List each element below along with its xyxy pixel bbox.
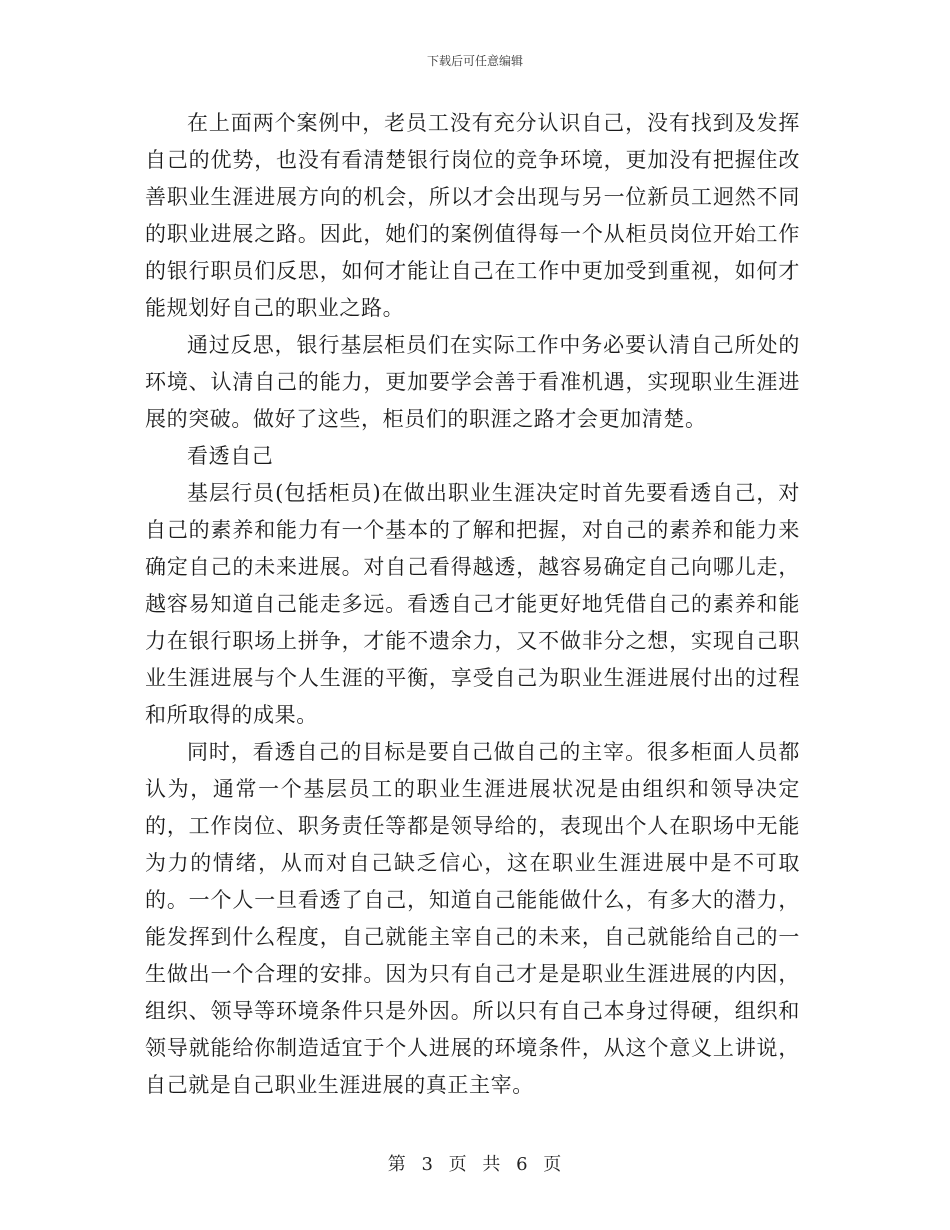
section-heading: 看透自己: [187, 444, 274, 468]
document-body: [145, 105, 800, 1104]
paragraph-know-yourself: 基层行员(包括柜员)在做出职业生涯决定时首先要看透自己，对自己的素养和能力有一个基本的了解和把握，对自己的素养和能力来确定自己的未来进展。对自己看得越透，越容易确定自己向哪儿走，越容易知道自己能走多远。看透自己才能更好地凭借自己的素养和能力在银行职场上拼争，才能不遗余力，又不做非分之想，实现自己职业生涯进展与个人生涯的平衡，享受自己为职业生涯进展付出的过程和所取得的成果。: [145, 481, 800, 727]
footer-prefix: 第: [387, 1154, 407, 1175]
footer-page-word: 页: [448, 1154, 468, 1175]
page-footer: [0, 1150, 950, 1176]
page-header: 下载后可任意编辑: [426, 54, 523, 68]
footer-suffix: 页: [543, 1154, 563, 1175]
paragraph-reflection-summary: 通过反思，银行基层柜员们在实际工作中务必要认清自己所处的环境、认清自己的能力，更加要学会善于看准机遇，实现职业生涯进展的突破。做好了这些，柜员们的职涯之路才会更加清楚。: [145, 333, 800, 431]
footer-total-word: 共: [482, 1154, 502, 1175]
footer-total-pages: 6: [516, 1154, 529, 1175]
footer-current-page: 3: [421, 1154, 434, 1175]
paragraph-case-reflection: 在上面两个案例中，老员工没有充分认识自己，没有找到及发挥自己的优势，也没有看清楚银行岗位的竞争环境，更加没有把握住改善职业生涯进展方向的机会，所以才会出现与另一位新员工迥然不同的职业进展之路。因此，她们的案例值得每一个从柜员岗位开始工作的银行职员们反思，如何才能让自己在工作中更加受到重视，如何才能规划好自己的职业之路。: [145, 111, 800, 320]
paragraph-be-your-own-master: 同时，看透自己的目标是要自己做自己的主宰。很多柜面人员都认为，通常一个基层员工的职业生涯进展状况是由组织和领导决定的，工作岗位、职务责任等都是领导给的，表现出个人在职场中无能为力的情绪，从而对自己缺乏信心，这在职业生涯进展中是不可取的。一个人一旦看透了自己，知道自己能能做什么，有多大的潜力，能发挥到什么程度，自己就能主宰自己的未来，自己就能给自己的一生做出一个合理的安排。因为只有自己才是是职业生涯进展的内因，组织、领导等环境条件只是外因。所以只有自己本身过得硬，组织和领导就能给你制造适宜于个人进展的环境条件，从这个意义上讲说，自己就是自己职业生涯进展的真正主宰。: [145, 740, 800, 1097]
